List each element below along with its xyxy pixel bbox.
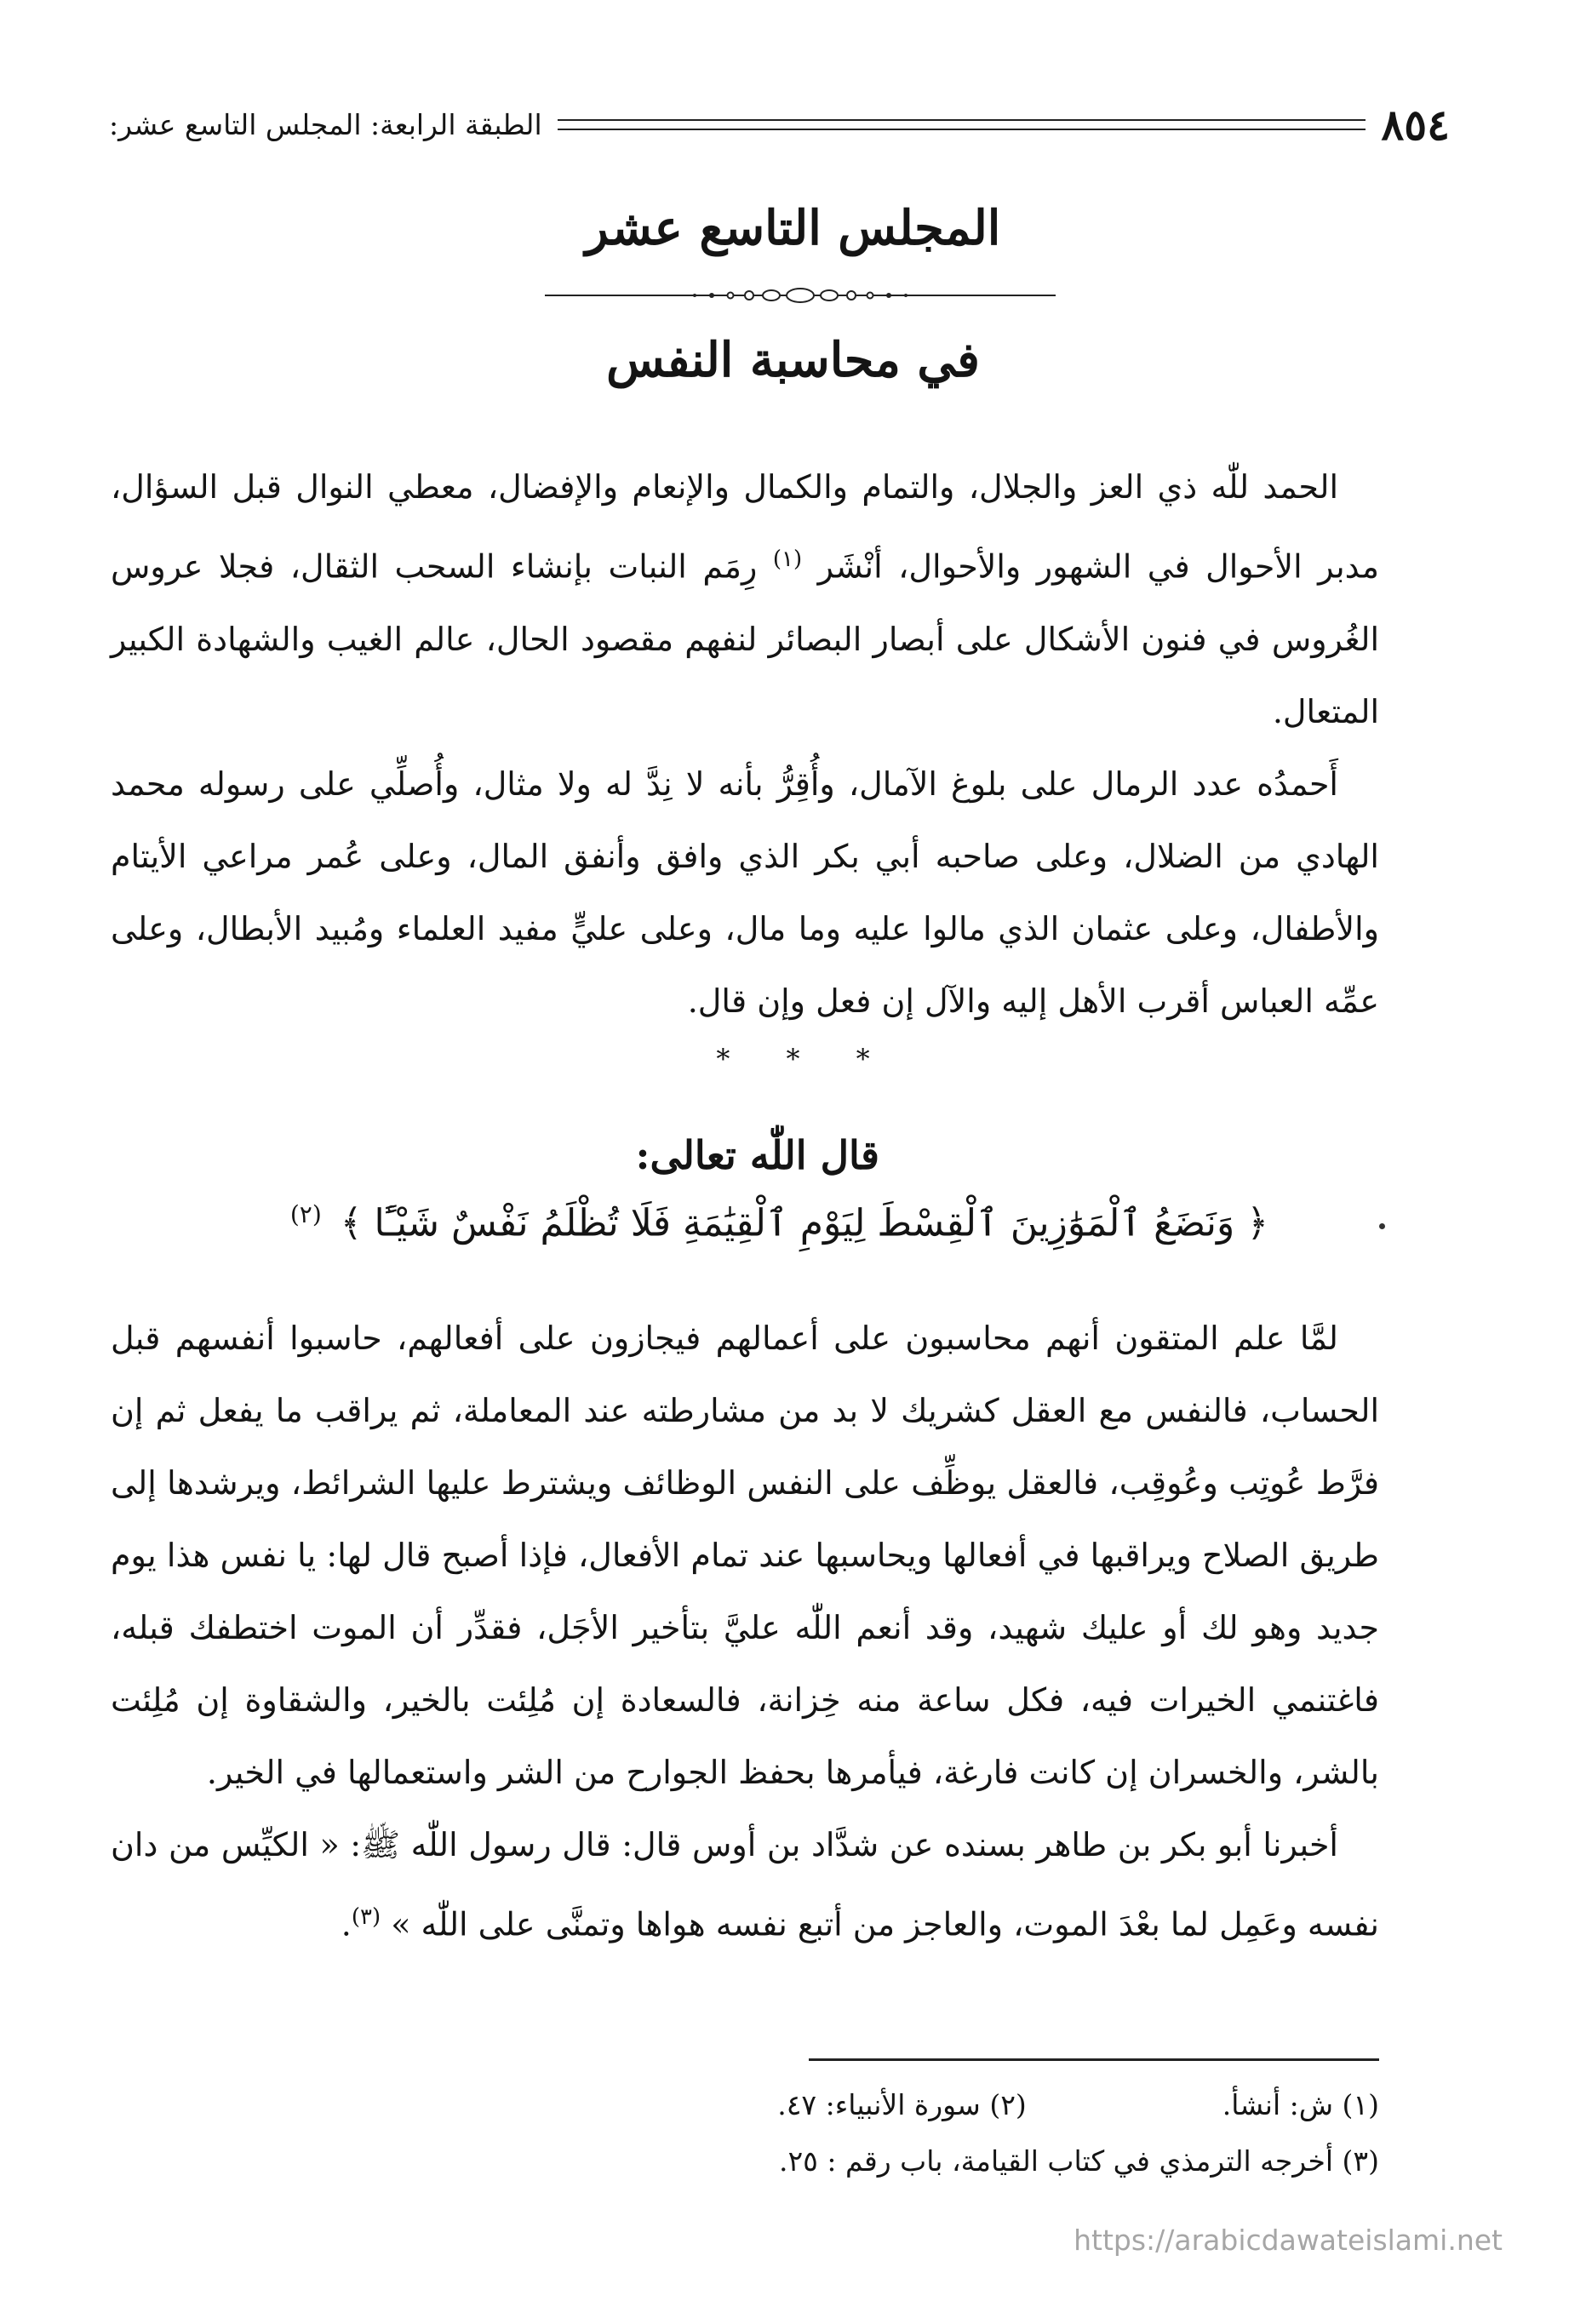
footnote-2: (٢) سورة الأنبياء: ٤٧. bbox=[777, 2088, 1027, 2121]
subject-title: في محاسبة النفس bbox=[606, 332, 980, 388]
main-text-block bbox=[111, 1302, 1379, 1961]
quran-verse-text: ﴿ وَنَضَعُ ٱلْمَوَٰزِينَ ٱلْقِسْطَ لِيَوْمِ ٱلْقِيَٰمَةِ فَلَا تُظْلَمُ نَفْسٌ شَيْـًٔا ﴾ bbox=[340, 1201, 1268, 1245]
footnote-line-1 bbox=[255, 2077, 1379, 2133]
footnotes bbox=[255, 2077, 1379, 2189]
watermark-url: https://arabicdawateislami.net bbox=[1074, 2224, 1503, 2257]
footnote-ref-1: (١) bbox=[772, 547, 803, 572]
opening-paragraph bbox=[111, 451, 1379, 748]
hadith-paragraph: أخبرنا أبو بكر بن طاهر بسنده عن شدَّاد بن أوس قال: قال رسول اللّٰه ﷺ: « الكيِّس من دان نفسه وعَمِل لما بعْدَ الموت، والعاجز من أتبع نفسه هواها وتمنَّى على اللّٰه » $^{(٣)}$. bbox=[111, 1826, 1379, 1943]
footnote-ref-3: (٣) bbox=[351, 1904, 381, 1930]
majlis-title: المجلس التاسع عشر bbox=[585, 200, 1001, 256]
hadith-text: أخبرنا أبو بكر بن طاهر بسنده عن شدَّاد بن أوس قال: قال رسول اللّٰه ﷺ: « الكيِّس من دان نفسه وعَمِل لما بعْدَ الموت، والعاجز من أتبع نفسه هواها وتمنَّى على اللّٰه » bbox=[111, 1826, 1379, 1943]
opening-text-block bbox=[111, 451, 1379, 1038]
said-heading: قال اللّٰه تعالى: bbox=[635, 1132, 879, 1178]
header-rule bbox=[558, 119, 1366, 130]
running-title: الطبقة الرابعة: المجلس التاسع عشر: bbox=[109, 107, 542, 141]
footnote-1: (١) ش: أنشأ. bbox=[1222, 2088, 1379, 2121]
footnote-ref-2: (٢) bbox=[289, 1200, 322, 1228]
footnote-line-2 bbox=[255, 2133, 1379, 2189]
opening-paragraph-text-rest: رِمَم النبات بإنشاء السحب الثقال، فجلا عروس الغُروس في فنون الأشكال على أبصار البصائر لنفهم مقصود الحال، عالم الغيب والشهادة الكبير المتعال. bbox=[111, 547, 1379, 730]
footnote-3: (٣) أخرجه الترمذي في كتاب القيامة، باب رقم : ٢٥. bbox=[778, 2144, 1379, 2178]
self-accounting-paragraph: لمَّا علم المتقون أنهم محاسبون على أعمالهم فيجازون على أفعالهم، حاسبوا أنفسهم قبل الحساب، فالنفس مع العقل كشريك لا بد من مشارطته عند المعاملة، ثم يراقب ما يفعل ثم إن فرَّط عُوتِب وعُوقِب، فالعقل يوظِّف على النفس الوظائف ويشترط عليها الشرائط، ويرشدها إلى طريق الصلاح ويراقبها في أفعالها ويحاسبها عند تمام الأفعال، فإذا أصبح قال لها: يا نفس هذا يوم جديد وهو لك أو عليك شهيد، وقد أنعم اللّٰه عليَّ بتأخير الأجَل، فقدِّر أن الموت اختطفك قبله، فاغتنمي الخيرات فيه، فكل ساعة منه خِزانة، فالسعادة إن مُلِئت بالخير، والشقاوة إن مُلِئت بالشر، والخسران إن كانت فارغة، فيأمرها بحفظ الجوارح من الشر واستعمالها في الخير. bbox=[111, 1319, 1379, 1791]
ornament-divider-icon bbox=[545, 285, 1056, 306]
section-separator: * * * bbox=[716, 1043, 894, 1075]
running-header bbox=[109, 98, 1450, 151]
opening-paragraph-text: الحمد للّٰه ذي العز والجلال، والتمام والكمال والإنعام والإفضال، معطي النوال قبل السؤال، مدبر الأحوال في الشهور والأحوال، أنْشَر bbox=[111, 468, 1379, 586]
page-number: ٨٥٤ bbox=[1381, 99, 1450, 150]
footnote-rule bbox=[809, 2058, 1379, 2061]
stray-dot bbox=[1379, 1223, 1385, 1229]
praise-paragraph: أَحمدُه عدد الرمال على بلوغ الآمال، وأُقِرُّ بأنه لا نِدَّ له ولا مثال، وأُصلِّي على رسوله محمد الهادي من الضلال، وعلى صاحبه أبي بكر الذي وافق وأنفق المال، وعلى عُمر مراعي الأيتام والأطفال، وعلى عثمان الذي مالوا عليه وما مال، وعلى عليٍّ مفيد العلماء ومُبيد الأبطال، وعلى عمِّه العباس أقرب الأهل إليه والآل إن فعل وإن قال. bbox=[111, 764, 1379, 1020]
quran-verse bbox=[290, 1200, 1268, 1245]
